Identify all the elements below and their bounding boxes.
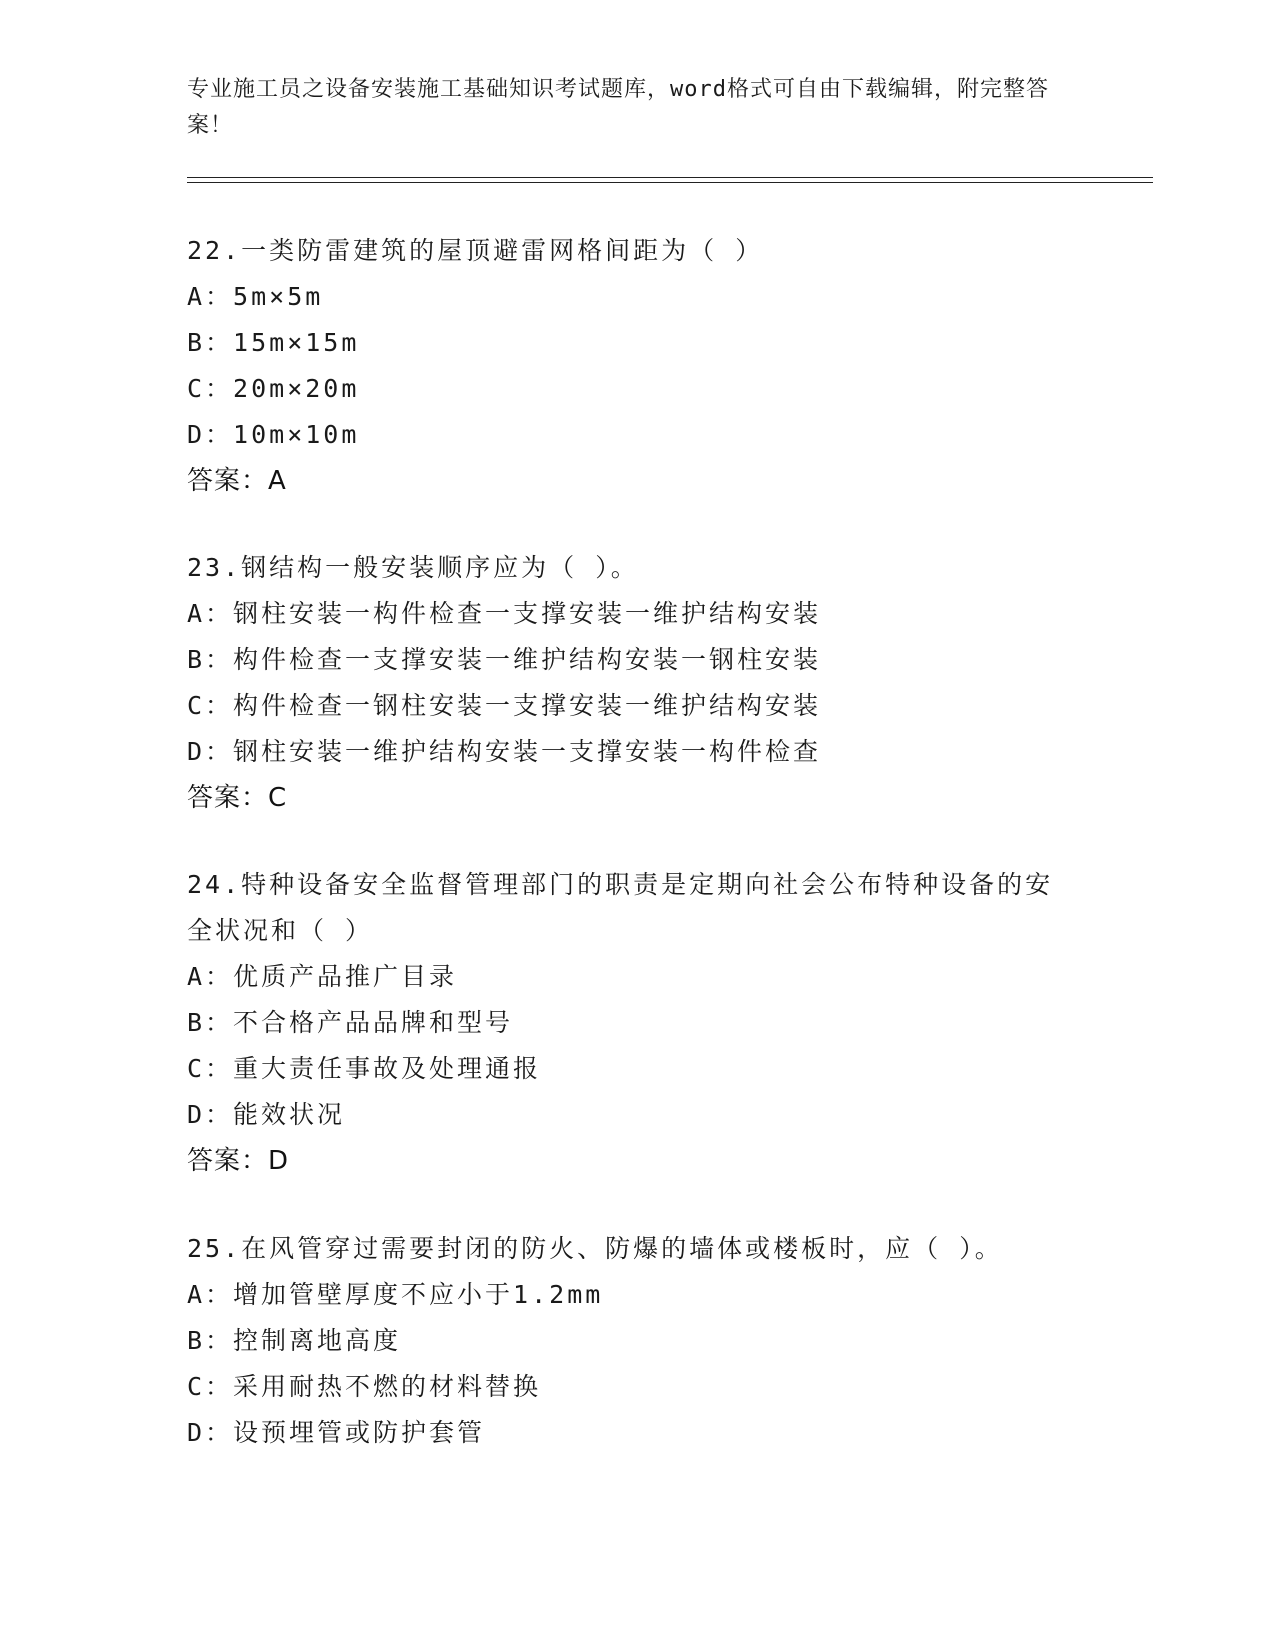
question-24 (187, 862, 1087, 1184)
answer: 答案：A (187, 466, 287, 496)
question-title: 23.钢结构一般安装顺序应为（ ）。 (187, 553, 639, 582)
option-b: B：不合格产品品牌和型号 (187, 1008, 514, 1037)
option-c: C：20m×20m (187, 374, 360, 403)
question-25 (187, 1226, 1087, 1456)
option-c: C：采用耐热不燃的材料替换 (187, 1372, 542, 1401)
option-d: D：钢柱安装一维护结构安装一支撑安装一构件检查 (187, 737, 822, 766)
option-a: A：5m×5m (187, 282, 324, 311)
option-a: A：优质产品推广目录 (187, 962, 458, 991)
option-c: C：构件检查一钢柱安装一支撑安装一维护结构安装 (187, 691, 822, 720)
option-d: D：能效状况 (187, 1100, 346, 1129)
header-divider-bottom (187, 182, 1153, 183)
option-b: B：15m×15m (187, 328, 360, 357)
option-b: B：控制离地高度 (187, 1326, 402, 1355)
question-23 (187, 545, 1087, 821)
option-a: A：钢柱安装一构件检查一支撑安装一维护结构安装 (187, 599, 822, 628)
answer: 答案：D (187, 1146, 290, 1176)
option-d: D：设预埋管或防护套管 (187, 1418, 486, 1447)
question-22 (187, 228, 1087, 504)
document-header: 专业施工员之设备安装施工基础知识考试题库，word格式可自由下载编辑，附完整答案！ (187, 77, 1049, 138)
question-title: 22.一类防雷建筑的屋顶避雷网格间距为（ ） (187, 236, 764, 265)
option-d: D：10m×10m (187, 420, 360, 449)
answer: 答案：C (187, 783, 288, 813)
question-title: 25.在风管穿过需要封闭的防火、防爆的墙体或楼板时，应（ ）。 (187, 1234, 1003, 1263)
header-divider-top (187, 177, 1153, 178)
option-b: B：构件检查一支撑安装一维护结构安装一钢柱安装 (187, 645, 822, 674)
option-c: C：重大责任事故及处理通报 (187, 1054, 542, 1083)
question-title: 24.特种设备安全监督管理部门的职责是定期向社会公布特种设备的安全状况和（ ） (187, 870, 1054, 945)
option-a: A：增加管壁厚度不应小于1.2mm (187, 1280, 604, 1309)
